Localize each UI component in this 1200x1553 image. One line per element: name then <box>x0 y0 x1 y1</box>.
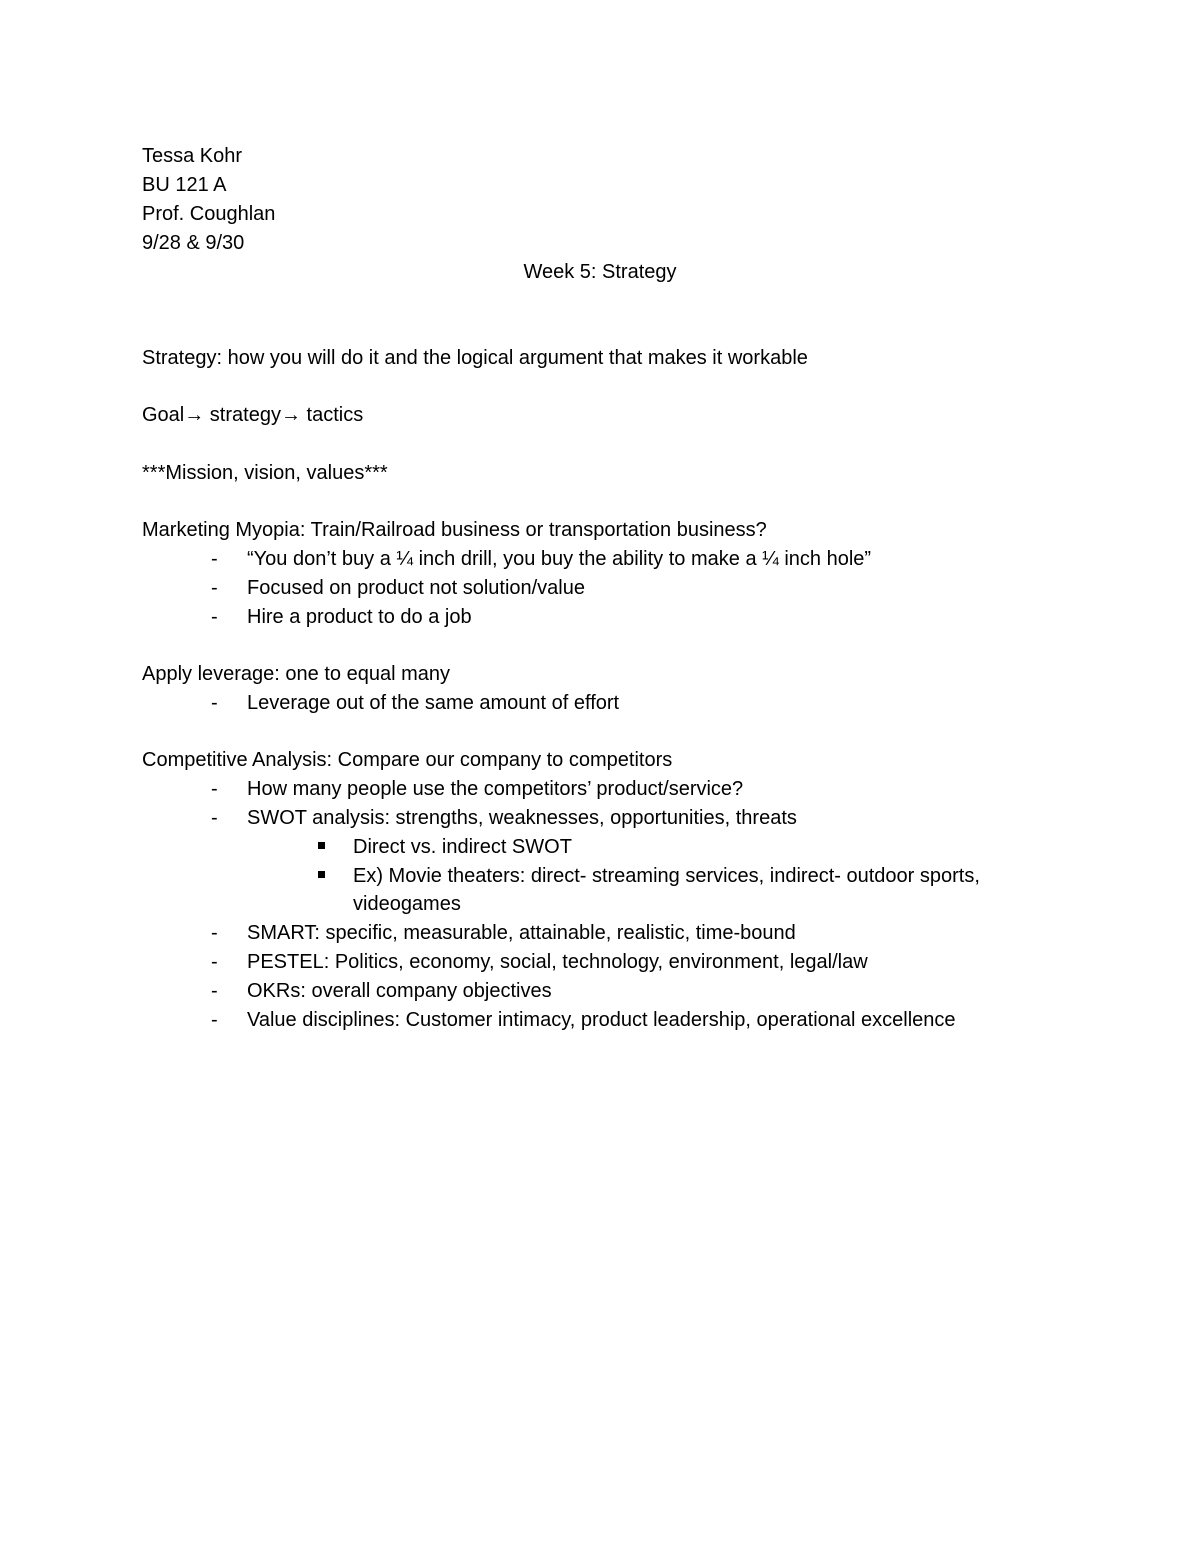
list-item: SMART: specific, measurable, attainable, realistic, time-bound <box>247 922 796 944</box>
list-item: Value disciplines: Customer intimacy, product leadership, operational excellence <box>247 1009 956 1031</box>
strategy-label: strategy <box>204 404 281 426</box>
list-item: PESTEL: Politics, economy, social, technology, environment, legal/law <box>247 951 868 973</box>
leverage-heading: Apply leverage: one to equal many <box>142 663 450 685</box>
bullet-dash: - <box>211 606 218 628</box>
sub-list-item-continued: videogames <box>353 893 461 915</box>
professor-name: Prof. Coughlan <box>142 203 276 225</box>
square-bullet-icon <box>318 871 325 878</box>
list-item: SWOT analysis: strengths, weaknesses, opportunities, threats <box>247 807 797 829</box>
lecture-dates: 9/28 & 9/30 <box>142 232 245 254</box>
strategy-definition: Strategy: how you will do it and the logical argument that makes it workable <box>142 347 808 369</box>
mission-vision-values: ***Mission, vision, values*** <box>142 462 388 484</box>
myopia-heading: Marketing Myopia: Train/Railroad business or transportation business? <box>142 519 767 541</box>
author-name: Tessa Kohr <box>142 145 243 167</box>
goal-label: Goal <box>142 404 185 426</box>
bullet-dash: - <box>211 577 218 599</box>
list-item: “You don’t buy a ¼ inch drill, you buy the ability to make a ¼ inch hole” <box>247 548 872 570</box>
bullet-dash: - <box>211 980 218 1002</box>
sub-list-item: Ex) Movie theaters: direct- streaming services, indirect- outdoor sports, <box>353 865 980 887</box>
list-item: How many people use the competitors’ product/service? <box>247 778 744 800</box>
bullet-dash: - <box>211 922 218 944</box>
goal-chain <box>142 403 363 427</box>
bullet-dash: - <box>211 692 218 714</box>
sub-list-item: Direct vs. indirect SWOT <box>353 836 572 858</box>
bullet-dash: - <box>211 548 218 570</box>
bullet-dash: - <box>211 778 218 800</box>
square-bullet-icon <box>318 842 325 849</box>
tactics-label: tactics <box>300 404 364 426</box>
bullet-dash: - <box>211 951 218 973</box>
list-item: Hire a product to do a job <box>247 606 472 628</box>
list-item: OKRs: overall company objectives <box>247 980 552 1002</box>
arrow-right-icon: → <box>280 404 301 426</box>
arrow-right-icon: → <box>184 404 205 426</box>
bullet-dash: - <box>211 1009 218 1031</box>
course-code: BU 121 A <box>142 174 227 196</box>
page-title: Week 5: Strategy <box>523 261 677 283</box>
list-item: Leverage out of the same amount of effort <box>247 692 620 714</box>
bullet-dash: - <box>211 807 218 829</box>
competitive-heading: Competitive Analysis: Compare our company to competitors <box>142 749 673 771</box>
list-item: Focused on product not solution/value <box>247 577 585 599</box>
